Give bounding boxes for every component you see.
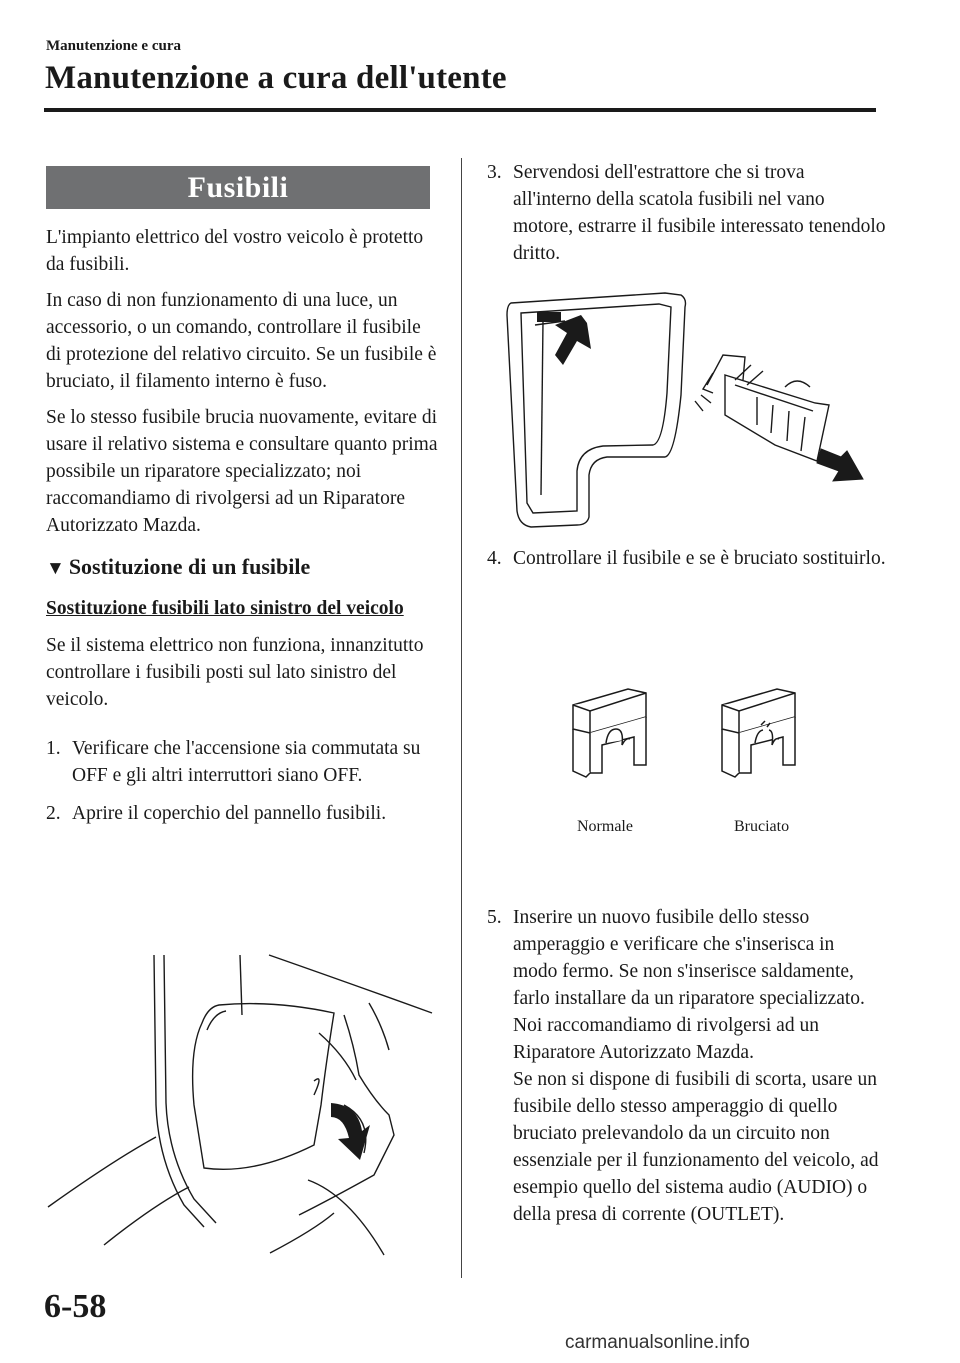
fuse-panel-cover-illustration (44, 955, 444, 1255)
fuse-puller-illustration (495, 285, 875, 535)
subheading (46, 553, 438, 583)
step-item (487, 904, 879, 1228)
step-number: 4. (487, 548, 502, 569)
step-number: 1. (46, 738, 61, 759)
left-column (46, 224, 438, 838)
section-banner: Fusibili (46, 166, 430, 209)
body-paragraph: Se il sistema elettrico non funziona, innanzitutto controllare i fusibili posti sul lato sinistro del veicolo. (46, 635, 424, 710)
steps-list-right-b (487, 545, 887, 572)
page-number: 6-58 (44, 1288, 107, 1325)
subheading-text: Sostituzione di un fusibile (68, 554, 311, 579)
right-column-bottom (487, 904, 879, 1239)
step-item (46, 800, 438, 827)
step-item (487, 545, 887, 572)
step-text: Verificare che l'accensione sia commutata su OFF e gli altri interruttori siano OFF. (72, 738, 421, 786)
step-item (46, 735, 438, 789)
step-number: 2. (46, 803, 61, 824)
page-title: Manutenzione a cura dell'utente (45, 60, 507, 96)
fuse-normal-illustration (568, 685, 668, 785)
step-text: Inserire un nuovo fusibile dello stesso amperaggio e verificare che s'inserisca in modo fermo. Se non s'inserisce saldamente, farlo installare da un riparatore specializzato. Noi raccomandiamo di rivolgersi ad un Riparatore Autorizzato Mazda. Se non si dispone di fusibili di scorta, usare un fusibile dello stesso amperaggio di quello bruciato prelevandolo da un circuito non essenziale per il funzionamento del veicolo, ad esempio quello del sistema audio (AUDIO) o della presa di corrente (OUTLET). (513, 907, 879, 1225)
title-divider (44, 108, 876, 112)
intro-paragraph: In caso di non funzionamento di una luce, un accessorio, o un comando, controllare il fusibile di protezione del relativo circuito. Se un fusibile è bruciato, il filamento interno è fuso. (46, 290, 437, 392)
step-text: Servendosi dell'estrattore che si trova all'interno della scatola fusibili nel vano motore, estrarre il fusibile interessato tenendolo dritto. (513, 162, 886, 264)
step-item (487, 159, 887, 267)
steps-list-left (46, 735, 438, 827)
intro-paragraph: L'impianto elettrico del vostro veicolo è protetto da fusibili. (46, 227, 424, 275)
column-divider (461, 158, 462, 1278)
fuse-label-normal: Normale (577, 818, 633, 835)
fuse-label-blown: Bruciato (734, 818, 790, 835)
sub-subheading: Sostituzione fusibili lato sinistro del veicolo (46, 598, 404, 619)
right-column-top (487, 159, 887, 278)
watermark: carmanualsonline.info (565, 1332, 750, 1353)
section-label: Manutenzione e cura (46, 38, 181, 54)
step-number: 3. (487, 162, 502, 183)
steps-list-right-c (487, 904, 879, 1228)
right-column-mid (487, 545, 887, 583)
steps-list-right-a (487, 159, 887, 267)
triangle-down-icon: ▼ (46, 558, 65, 579)
step-number: 5. (487, 907, 502, 928)
intro-paragraph: Se lo stesso fusibile brucia nuovamente, evitare di usare il relativo sistema e consultare quanto prima possibile un riparatore specializzato; noi raccomandiamo di rivolgersi ad un Riparatore Autorizzato Mazda. (46, 407, 438, 536)
fuse-blown-illustration (717, 685, 817, 785)
step-text: Aprire il coperchio del pannello fusibili. (72, 803, 387, 824)
step-text: Controllare il fusibile e se è bruciato sostituirlo. (513, 548, 886, 569)
